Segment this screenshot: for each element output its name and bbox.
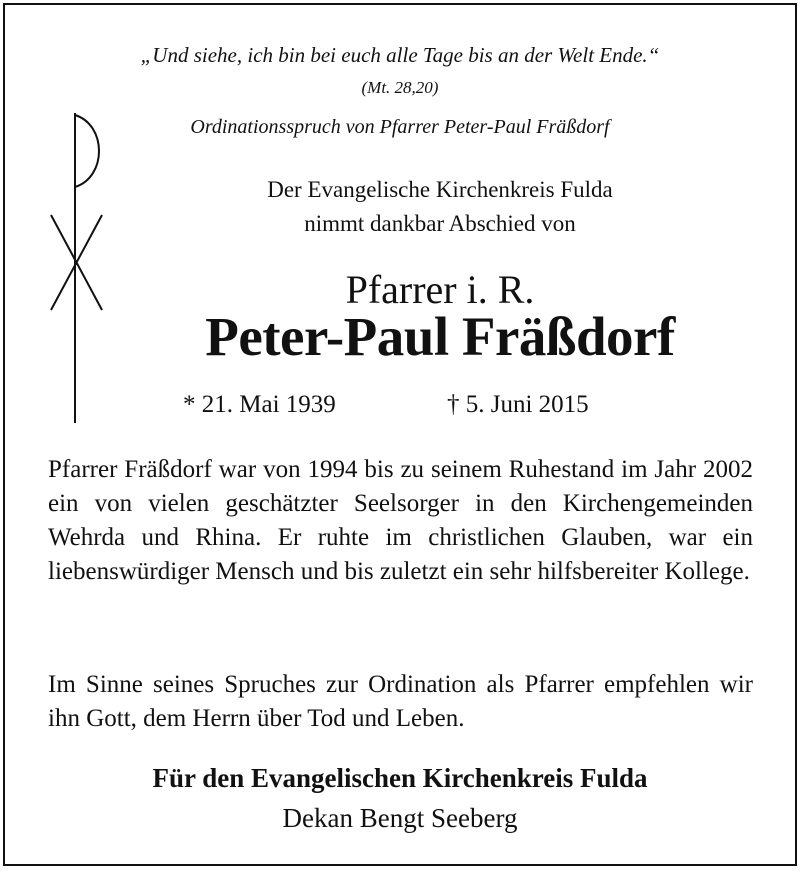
tribute-paragraph-2: Im Sinne seines Spruches zur Ordination als Pfarrer empfehlen wir ihn Gott, dem Herrn über Tod und Leben. (48, 671, 753, 732)
birth-date: * 21. Mai 1939 (183, 391, 336, 418)
scripture-quote: „Und siehe, ich bin bei euch alle Tage bis an der Welt Ende.“ (140, 43, 660, 67)
obituary-notice (3, 3, 797, 866)
death-date: † 5. Juni 2015 (447, 391, 589, 418)
ordination-caption: Ordinationsspruch von Pfarrer Peter-Paul Fräßdorf (190, 116, 610, 138)
deceased-title: Pfarrer i. R. (345, 267, 535, 312)
announcement-line-1: Der Evangelische Kirchenkreis Fulda (267, 177, 613, 202)
deceased-name: Peter-Paul Fräßdorf (205, 306, 675, 367)
signature-signer: Dekan Bengt Seeberg (282, 803, 518, 833)
announcement (85, 173, 795, 241)
scripture-reference: (Mt. 28,20) (361, 78, 439, 97)
tribute-paragraph-1: Pfarrer Fräßdorf war von 1994 bis zu seinem Ruhestand im Jahr 2002 ein von vielen geschätzter Seelsorger in den Kirchengemeinden Wehrda und Rhina. Er ruhte im christlichen Glauben, war ein liebenswürdiger Mensch und bis zuletzt ein sehr hilfsbereiter Kollege. (48, 456, 753, 585)
signature-organization: Für den Evangelischen Kirchenkreis Fulda (152, 763, 648, 793)
announcement-line-2: nimmt dankbar Abschied von (304, 211, 576, 236)
